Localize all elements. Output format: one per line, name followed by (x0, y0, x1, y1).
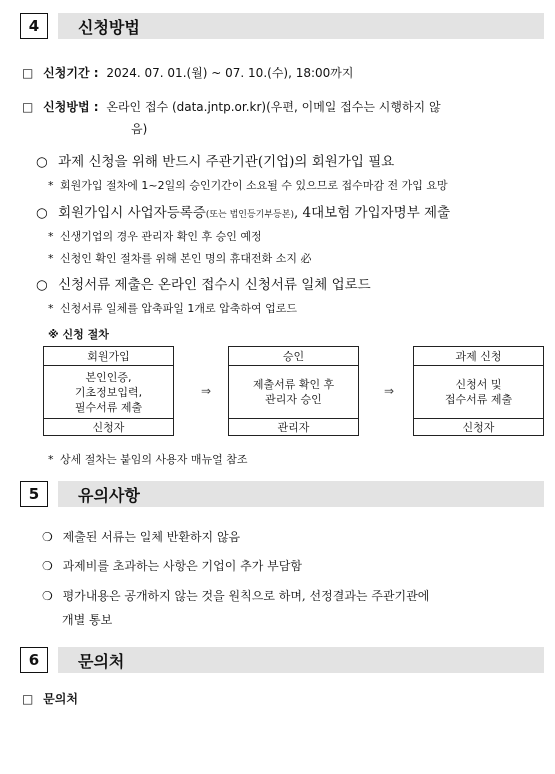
caution-item: ❍ 과제비를 초과하는 사항은 기업이 추가 부담함 (42, 559, 302, 573)
section-number: 6 (20, 647, 48, 673)
circle-bullet-icon: ○ (36, 154, 48, 170)
note-row: * 회원가입 절차에 1~2일의 승인기간이 소요될 수 있으므로 접수마감 전 가입 요망 (48, 179, 448, 192)
step-box-apply (413, 346, 544, 436)
section-number: 5 (20, 481, 48, 507)
note-row: * 신청서류 일체를 압축파일 1개로 압축하여 업로드 (48, 302, 297, 315)
item-row: ○ 과제 신청을 위해 반드시 주관기관(기업)의 회원가입 필요 (36, 154, 395, 170)
period-row (22, 64, 353, 81)
method-value: 온라인 접수 (data.jntp.or.kr)(우편, 이메일 접수는 시행하지 않 (106, 100, 441, 114)
checkbox-icon: □ (22, 692, 34, 706)
step-body: 제출서류 확인 후 관리자 승인 (252, 378, 335, 406)
step-foot: 신청자 (44, 418, 173, 435)
asterisk-icon: * (48, 252, 54, 265)
procedure-title: ※ 신청 절차 (48, 328, 109, 341)
caution-item-cont: 개별 통보 (62, 613, 113, 627)
section-title: 문의처 (58, 647, 544, 673)
item-row: ○ 신청서류 제출은 온라인 접수시 신청서류 일체 업로드 (36, 277, 371, 293)
section-6-header (20, 646, 544, 674)
section-title: 유의사항 (58, 481, 544, 507)
circle-bullet-icon: ○ (36, 205, 48, 221)
circle-bullet-icon: ○ (36, 277, 48, 293)
section-5-header (20, 480, 544, 508)
arrow-icon: ⇒ (384, 384, 395, 398)
asterisk-icon: * (48, 453, 54, 466)
circle-bullet-icon: ❍ (42, 530, 53, 544)
note-row: * 신청인 확인 절차를 위해 본인 명의 휴대전화 소지 必 (48, 252, 312, 265)
method-row (22, 98, 441, 115)
step-head: 회원가입 (44, 347, 173, 366)
period-label: 신청기간 : (43, 66, 99, 80)
section-4-header (20, 12, 544, 40)
procedure-note: * 상세 절차는 붙임의 사용자 매뉴얼 참조 (48, 453, 248, 466)
contact-row (22, 690, 78, 707)
asterisk-icon: * (48, 302, 54, 315)
step-body: 신청서 및 접수서류 제출 (444, 378, 513, 406)
section-title: 신청방법 (58, 13, 544, 39)
circle-bullet-icon: ❍ (42, 589, 53, 603)
method-label: 신청방법 : (43, 100, 99, 114)
asterisk-icon: * (48, 230, 54, 243)
arrow-icon: ⇒ (201, 384, 212, 398)
step-body: 본인인증, 기초정보입력, 필수서류 제출 (74, 370, 143, 414)
method-value-cont: 음) (131, 122, 148, 136)
checkbox-icon: □ (22, 66, 34, 80)
period-value: 2024. 07. 01.(월) ~ 07. 10.(수), 18:00까지 (106, 66, 354, 80)
item-row: ○ 회원가입시 사업자등록증(또는 법인등기부등본), 4대보험 가입자명부 제출 (36, 205, 451, 221)
step-foot: 관리자 (229, 418, 358, 435)
step-head: 승인 (229, 347, 358, 366)
circle-bullet-icon: ❍ (42, 559, 53, 573)
contact-label: 문의처 (43, 692, 78, 706)
asterisk-icon: * (48, 179, 54, 192)
step-foot: 신청자 (414, 418, 543, 435)
section-number: 4 (20, 13, 48, 39)
caution-item: ❍ 제출된 서류는 일체 반환하지 않음 (42, 530, 241, 544)
checkbox-icon: □ (22, 100, 34, 114)
note-row: * 신생기업의 경우 관리자 확인 후 승인 예정 (48, 230, 262, 243)
step-head: 과제 신청 (414, 347, 543, 366)
caution-item: ❍ 평가내용은 공개하지 않는 것을 원칙으로 하며, 선정결과는 주관기관에 (42, 589, 430, 603)
step-box-approval (228, 346, 359, 436)
step-box-signup (43, 346, 174, 436)
